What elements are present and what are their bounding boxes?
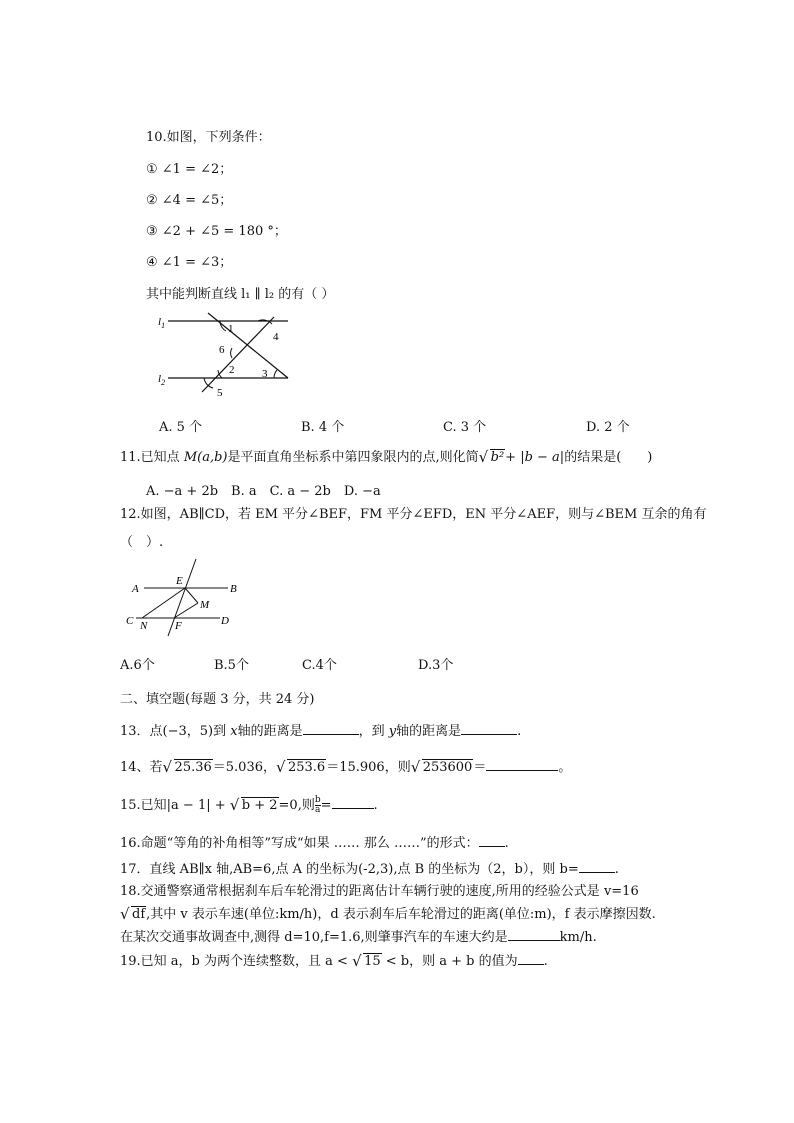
q15-blank[interactable] — [332, 796, 374, 809]
point-c: C — [126, 615, 134, 627]
q12-figure — [124, 556, 244, 638]
point-n: N — [140, 620, 148, 632]
angle-label-3: 3 — [262, 368, 268, 380]
point-m: M — [200, 599, 210, 611]
q13: 13．点(−3，5)到 x轴的距离是 ，到 y轴的距离是 . — [120, 724, 522, 739]
q11-stem — [120, 446, 652, 465]
q18-line-3: 在某次交通事故调查中,测得 d=10,f=1.6,则肇事汽车的车速大约是 km/h. — [120, 930, 597, 945]
q15: 15.已知|a − 1| + √ b + 2=0,则 $\frac{b}{a}$ = . — [120, 795, 378, 815]
angle-label-2: 2 — [229, 364, 235, 376]
q16: 16.命题“等角的补角相等”写成“如果 …… 那么 ……”的形式： . — [120, 836, 509, 851]
section-heading: 二、填空题(每题 3 分，共 24 分) — [120, 692, 315, 707]
q12-stem: 12.如图，AB∥CD，若 EM 平分∠BEF，FM 平分∠EFD，EN 平分∠AEF，则与∠BEM 互余的角有 — [120, 507, 707, 522]
q15-fraction: $\frac{b}{a}$ — [314, 795, 321, 815]
segment-en — [142, 588, 185, 618]
q10-option-c: C. 3 个 — [443, 420, 487, 435]
q13-blank-2[interactable] — [461, 722, 517, 735]
q11-point: M — [183, 450, 198, 465]
angle-label-6: 6 — [219, 344, 225, 356]
q14-blank[interactable] — [486, 758, 558, 771]
q18-blank[interactable] — [508, 928, 560, 941]
q12-option-c: C.4个 — [302, 658, 337, 673]
label-l2: $l_2$ — [158, 373, 166, 387]
q10-condition-1: ① ∠1 = ∠2； — [146, 162, 233, 177]
point-f: F — [175, 620, 182, 632]
q10-condition-2: ② ∠4 = ∠5； — [146, 193, 233, 208]
point-d: D — [221, 615, 229, 627]
q12-option-b: B.5个 — [214, 658, 249, 673]
q18-line-1: 18.交通警察通常根据刹车后车轮滑过的距离估计车辆行驶的速度,所用的经验公式是 v=16 — [120, 884, 639, 899]
q19: 19.已知 a，b 为两个连续整数，且 a < √ 15 < b，则 a + b 的值为 . — [120, 952, 548, 970]
q12-option-a: A.6个 — [120, 658, 155, 673]
q18-line-2: √ df,其中 v 表示车速(单位:km/h)，d 表示刹车后车轮滑过的距离(单位:m)，f 表示摩擦因数. — [120, 905, 656, 923]
q19-blank[interactable] — [518, 952, 544, 965]
arc-3 — [274, 370, 277, 378]
q11-sqrt: √ b² — [478, 448, 505, 466]
q16-blank[interactable] — [479, 834, 505, 847]
q12-paren: （ ）. — [120, 535, 164, 550]
arc-6 — [231, 348, 232, 358]
q10-figure — [150, 310, 300, 400]
q13-blank-1[interactable] — [303, 722, 359, 735]
q11-coord: (a,b) — [197, 450, 228, 465]
q11-abs: + |b − a| — [505, 450, 565, 465]
q10-option-a: A. 5 个 — [159, 420, 203, 435]
q11-prefix: 11.已知点 — [120, 450, 184, 465]
point-e: E — [176, 575, 183, 587]
q11-middle: 是平面直角坐标系中第四象限内的点,则化简 — [227, 450, 479, 465]
q10-option-d: D. 2 个 — [586, 420, 630, 435]
q10-question: 其中能判断直线 l₁ ∥ l₂ 的有（ ） — [146, 287, 335, 302]
q14: 14、若 √ 25.36＝5.036， √ 253.6＝15.906，则 √ 253600＝ 。 — [120, 758, 572, 776]
q10-condition-4: ④ ∠1 = ∠3； — [146, 255, 233, 270]
q11-suffix: 的结果是( ) — [564, 450, 653, 465]
point-a: A — [132, 583, 139, 595]
segment-em — [185, 588, 198, 603]
q10-option-b: B. 4 个 — [301, 420, 345, 435]
q11-options: A. −a + 2b B. a C. a − 2b D. −a — [146, 484, 381, 499]
arc-5 — [204, 378, 213, 388]
q10-condition-3: ③ ∠2 + ∠5 = 180 °； — [146, 224, 287, 239]
angle-label-4: 4 — [273, 331, 279, 343]
q17-blank[interactable] — [579, 860, 615, 873]
point-b: B — [230, 583, 237, 595]
transversal-2 — [202, 317, 274, 392]
q10-stem: 10.如图，下列条件： — [146, 130, 271, 145]
label-l1: $l_1$ — [158, 316, 166, 330]
angle-label-1: 1 — [228, 323, 234, 335]
q17: 17．直线 AB∥x 轴,AB=6,点 A 的坐标为(-2,3),点 B 的坐标为（2，b），则 b= . — [120, 862, 619, 877]
angle-label-5: 5 — [217, 387, 223, 399]
arc-1 — [220, 321, 226, 331]
q12-option-d: D.3个 — [418, 658, 454, 673]
